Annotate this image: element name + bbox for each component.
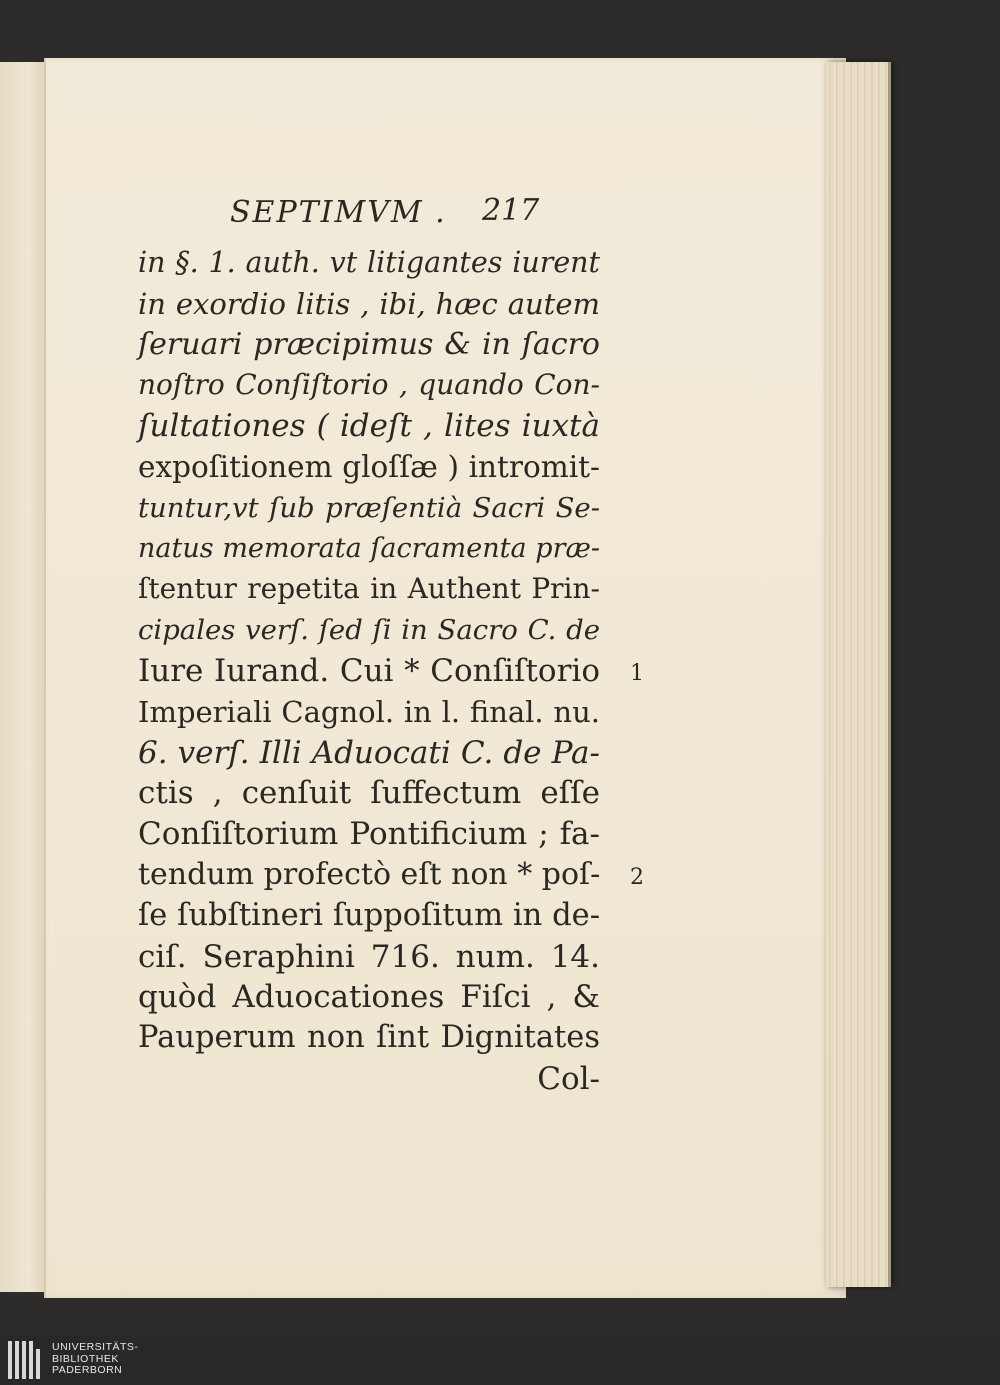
running-head: SEPTIMVM . <box>230 195 447 230</box>
text-line: expoſitionem gloſſæ ) intromit- <box>138 449 600 484</box>
text-line: ſe ſubſtineri ſuppoſitum in de- <box>138 897 600 933</box>
library-logo-icon <box>8 1341 44 1379</box>
text-line: in exordio litis , ibi, hæc autem <box>138 286 600 321</box>
text-line: in §. 1. auth. vt litigantes iurent <box>138 246 600 279</box>
library-logo-text <box>52 1342 138 1377</box>
text-block <box>138 243 600 1100</box>
text-line: cipales verſ. ſed ſi in Sacro C. de <box>138 614 600 647</box>
text-line: Iure Iurand. Cui * Conſiſtorio <box>138 652 600 689</box>
margin-note: 1 <box>630 661 644 686</box>
logo-line: PADERBORN <box>52 1364 123 1376</box>
page-block-edges <box>826 62 891 1287</box>
facing-page-edge <box>0 62 50 1292</box>
text-line: 6. verſ. Illi Aduocati C. de Pa- <box>138 734 600 771</box>
text-line: Pauperum non ſint Dignitates <box>138 1020 600 1056</box>
library-footer <box>0 1335 1000 1385</box>
text-line: Imperiali Cagnol. in l. final. nu. <box>138 694 600 729</box>
text-line: ciſ. Seraphini 716. num. 14. <box>138 938 600 975</box>
text-line: quòd Aduocationes Fiſci , & <box>138 979 600 1016</box>
text-line: Conſiſtorium Pontificium ; fa- <box>138 816 600 853</box>
text-line: natus memorata ſacramenta præ- <box>138 532 600 564</box>
text-line: ſtentur repetita in Authent Prin- <box>138 572 600 606</box>
page-number: 217 <box>482 193 540 228</box>
text-line: ſeruari præcipimus & in ſacro <box>138 326 600 362</box>
margin-note: 2 <box>630 865 644 890</box>
logo-line: UNIVERSITÄTS- <box>52 1341 139 1353</box>
text-line: tendum profectò eſt non * poſ- <box>138 856 601 892</box>
text-line: ctis , cenſuit ſuffectum eſſe <box>138 775 600 812</box>
logo-line: BIBLIOTHEK <box>52 1352 119 1365</box>
text-line: noſtro Conſiſtorio , quando Con- <box>138 368 600 402</box>
text-line: ſultationes ( ideſt , lites iuxtà <box>138 408 600 445</box>
text-line: tuntur,vt ſub præſentià Sacri Se- <box>138 491 600 524</box>
catchword: Col- <box>537 1060 600 1097</box>
